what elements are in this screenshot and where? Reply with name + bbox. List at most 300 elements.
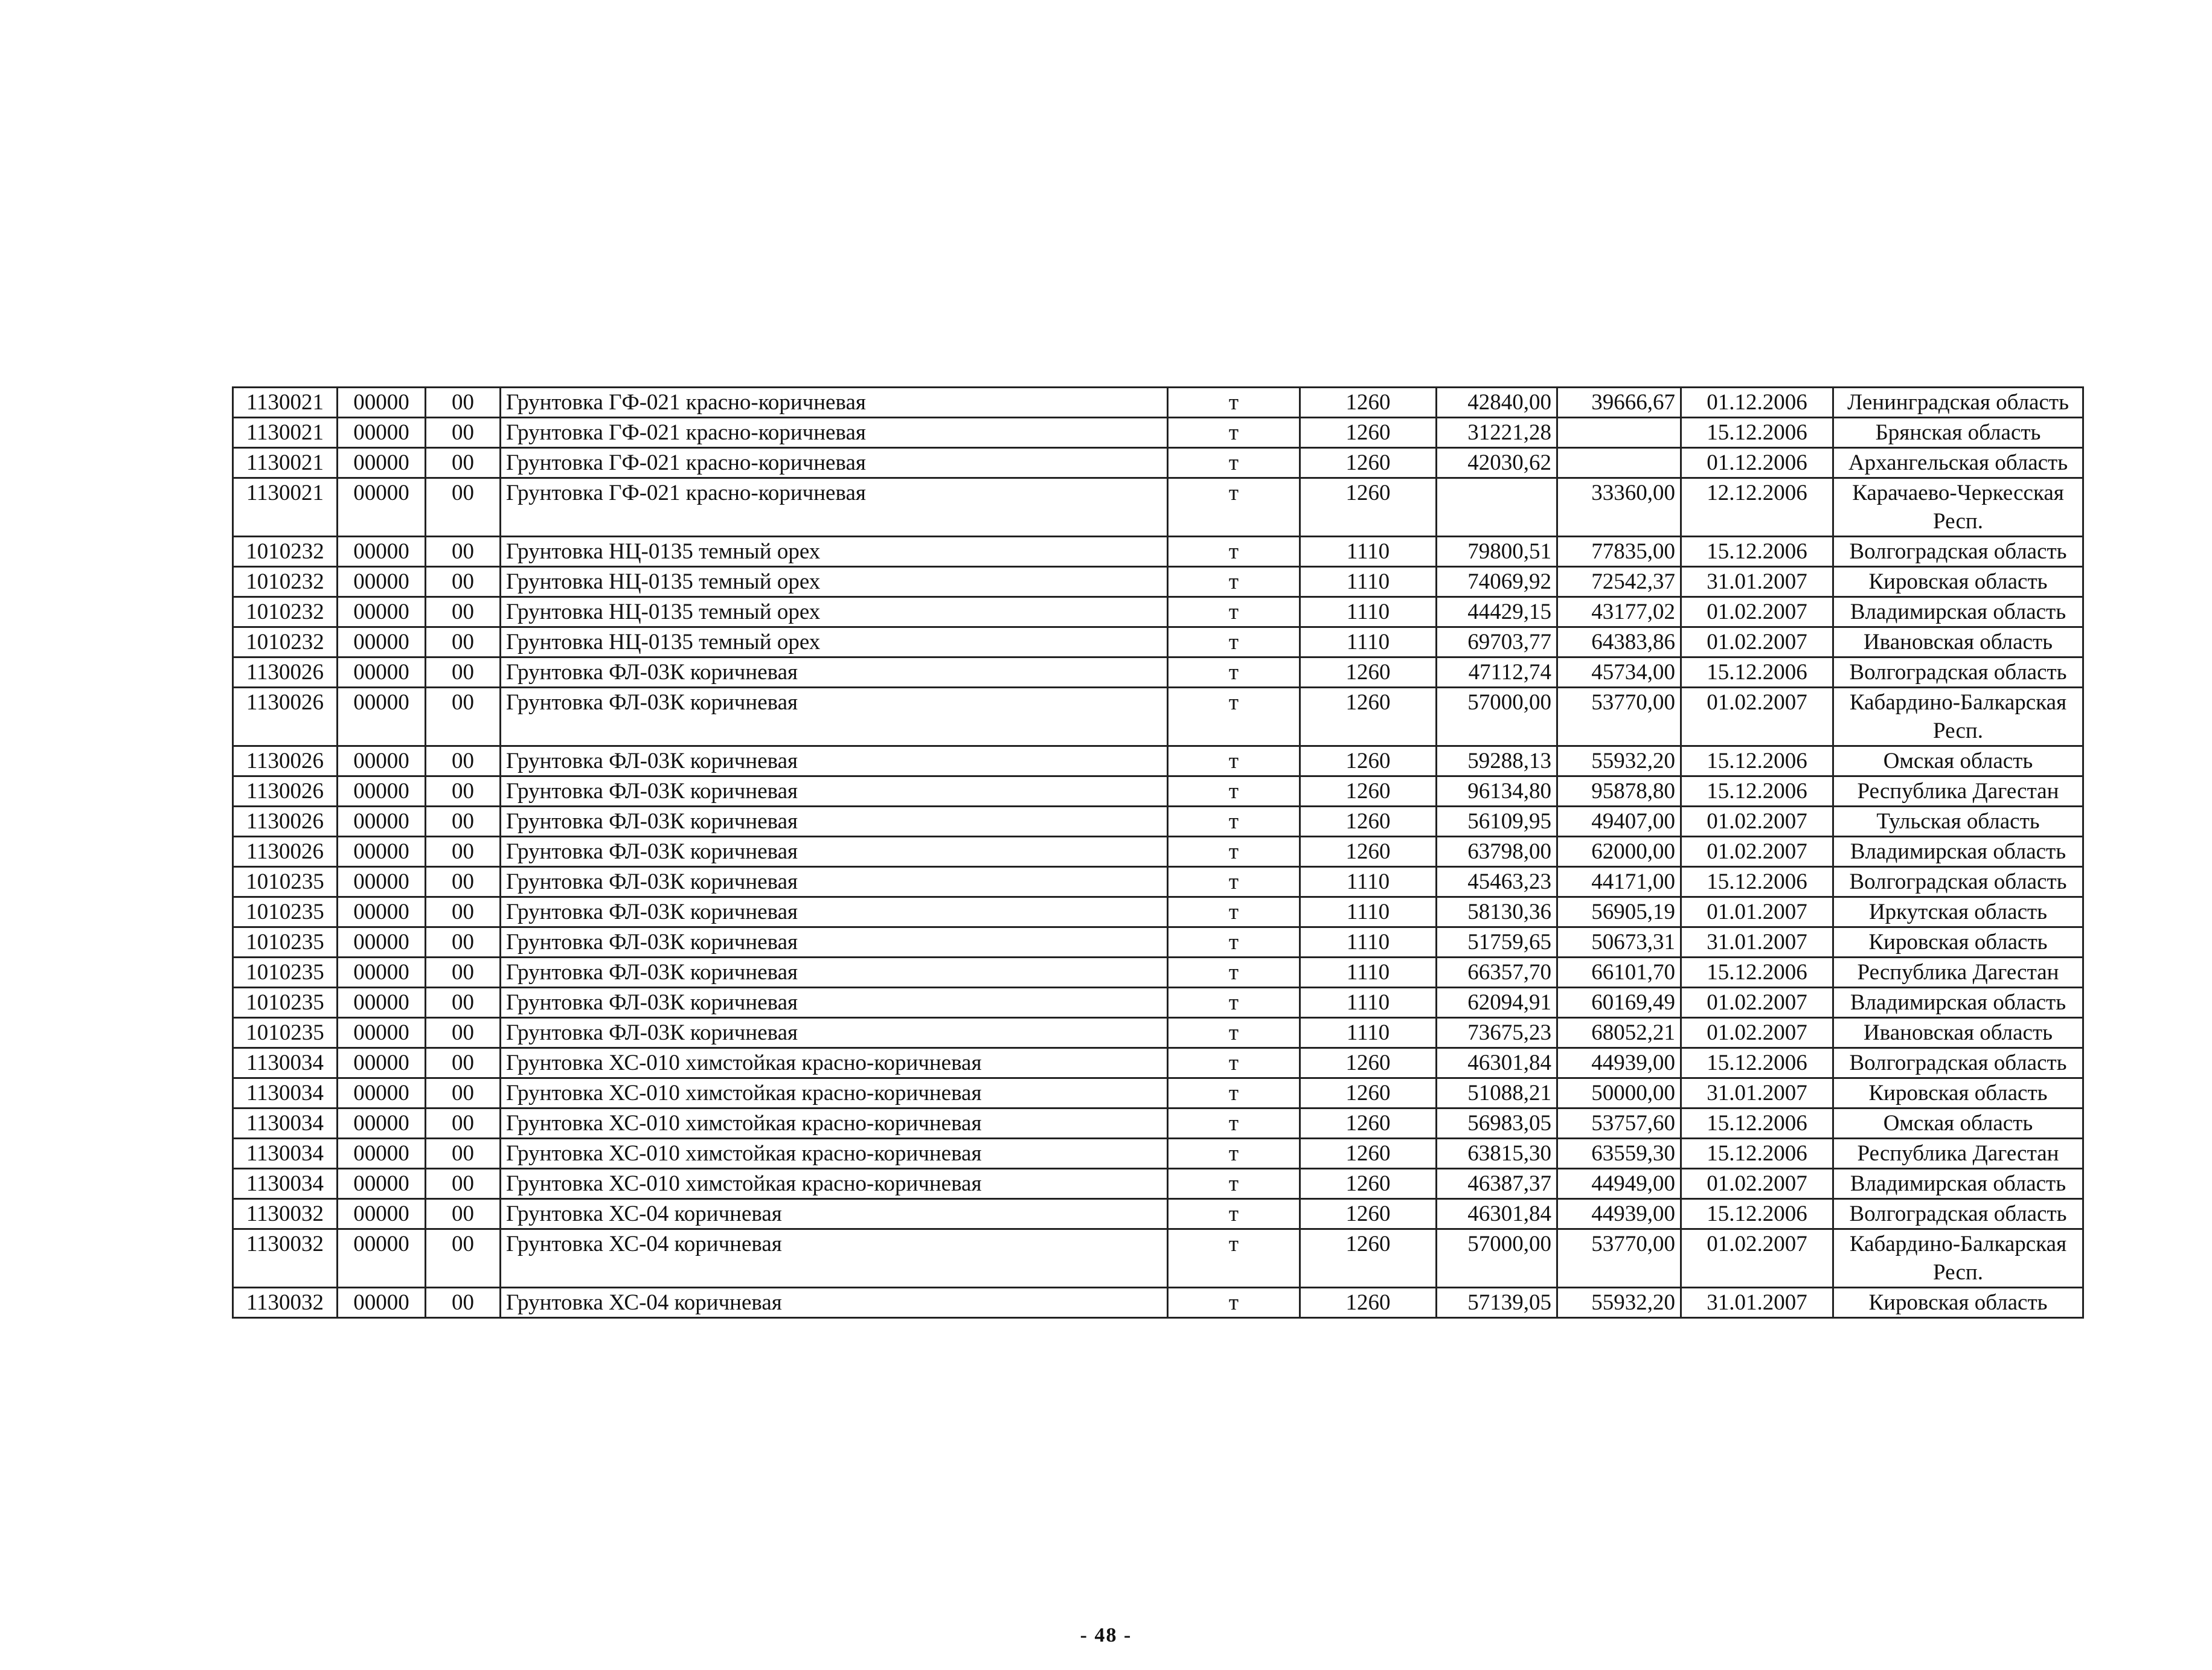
unit-code-cell: 1110 — [1300, 567, 1437, 597]
unit-code-cell: 1110 — [1300, 627, 1437, 657]
sub-code-cell: 00000 — [338, 1169, 426, 1199]
group-code-cell: 00 — [426, 1048, 501, 1078]
group-code-cell: 00 — [426, 927, 501, 958]
table-row — [233, 1048, 2083, 1078]
unit-cell: т — [1168, 657, 1300, 688]
unit-code-cell: 1260 — [1300, 448, 1437, 478]
date-cell: 31.01.2007 — [1681, 927, 1833, 958]
product-name-cell: Грунтовка ФЛ-03К коричневая — [501, 1018, 1168, 1048]
product-name-cell: Грунтовка ХС-04 коричневая — [501, 1229, 1168, 1288]
sub-code-cell: 00000 — [338, 688, 426, 746]
product-name-cell: Грунтовка ХС-010 химстойкая красно-коричневая — [501, 1109, 1168, 1139]
price-2-cell: 53770,00 — [1557, 1229, 1681, 1288]
table-row — [233, 1078, 2083, 1109]
date-cell: 15.12.2006 — [1681, 1109, 1833, 1139]
date-cell: 15.12.2006 — [1681, 958, 1833, 988]
price-1-cell: 45463,23 — [1437, 867, 1557, 897]
group-code-cell: 00 — [426, 776, 501, 807]
price-2-cell: 95878,80 — [1557, 776, 1681, 807]
date-cell: 01.02.2007 — [1681, 1229, 1833, 1288]
table-row — [233, 867, 2083, 897]
unit-cell: т — [1168, 1169, 1300, 1199]
sub-code-cell: 00000 — [338, 776, 426, 807]
product-code-cell: 1010235 — [233, 867, 338, 897]
price-2-cell: 39666,67 — [1557, 388, 1681, 418]
product-code-cell: 1130026 — [233, 657, 338, 688]
unit-cell: т — [1168, 448, 1300, 478]
price-1-cell: 51759,65 — [1437, 927, 1557, 958]
price-1-cell: 63798,00 — [1437, 837, 1557, 867]
date-cell: 15.12.2006 — [1681, 1139, 1833, 1169]
unit-code-cell: 1260 — [1300, 1169, 1437, 1199]
date-cell: 15.12.2006 — [1681, 1199, 1833, 1229]
unit-cell: т — [1168, 597, 1300, 627]
product-code-cell: 1130032 — [233, 1199, 338, 1229]
product-name-cell: Грунтовка ФЛ-03К коричневая — [501, 776, 1168, 807]
date-cell: 01.12.2006 — [1681, 388, 1833, 418]
table-row — [233, 688, 2083, 746]
price-1-cell: 63815,30 — [1437, 1139, 1557, 1169]
product-code-cell: 1010235 — [233, 927, 338, 958]
group-code-cell: 00 — [426, 1109, 501, 1139]
group-code-cell: 00 — [426, 597, 501, 627]
unit-code-cell: 1110 — [1300, 1018, 1437, 1048]
region-cell: Ленинградская область — [1833, 388, 2083, 418]
date-cell: 01.02.2007 — [1681, 837, 1833, 867]
price-2-cell: 62000,00 — [1557, 837, 1681, 867]
unit-cell: т — [1168, 1078, 1300, 1109]
price-2-cell: 49407,00 — [1557, 807, 1681, 837]
price-2-cell: 72542,37 — [1557, 567, 1681, 597]
date-cell: 15.12.2006 — [1681, 867, 1833, 897]
sub-code-cell: 00000 — [338, 746, 426, 776]
unit-cell: т — [1168, 1199, 1300, 1229]
unit-code-cell: 1260 — [1300, 657, 1437, 688]
product-code-cell: 1130026 — [233, 746, 338, 776]
group-code-cell: 00 — [426, 1169, 501, 1199]
price-2-cell: 56905,19 — [1557, 897, 1681, 927]
price-2-cell — [1557, 448, 1681, 478]
unit-code-cell: 1110 — [1300, 597, 1437, 627]
table-row — [233, 597, 2083, 627]
unit-cell: т — [1168, 388, 1300, 418]
group-code-cell: 00 — [426, 988, 501, 1018]
product-name-cell: Грунтовка ХС-010 химстойкая красно-коричневая — [501, 1169, 1168, 1199]
region-cell: Иркутская область — [1833, 897, 2083, 927]
product-name-cell: Грунтовка ГФ-021 красно-коричневая — [501, 448, 1168, 478]
price-2-cell: 68052,21 — [1557, 1018, 1681, 1048]
unit-cell: т — [1168, 418, 1300, 448]
unit-code-cell: 1260 — [1300, 1229, 1437, 1288]
product-name-cell: Грунтовка ФЛ-03К коричневая — [501, 688, 1168, 746]
sub-code-cell: 00000 — [338, 418, 426, 448]
group-code-cell: 00 — [426, 657, 501, 688]
price-2-cell: 64383,86 — [1557, 627, 1681, 657]
sub-code-cell: 00000 — [338, 1078, 426, 1109]
group-code-cell: 00 — [426, 388, 501, 418]
unit-cell: т — [1168, 867, 1300, 897]
unit-code-cell: 1110 — [1300, 897, 1437, 927]
product-name-cell: Грунтовка ФЛ-03К коричневая — [501, 897, 1168, 927]
unit-code-cell: 1260 — [1300, 1288, 1437, 1318]
unit-cell: т — [1168, 1229, 1300, 1288]
product-name-cell: Грунтовка ФЛ-03К коричневая — [501, 988, 1168, 1018]
product-code-cell: 1010232 — [233, 627, 338, 657]
date-cell: 01.02.2007 — [1681, 807, 1833, 837]
unit-code-cell: 1260 — [1300, 807, 1437, 837]
date-cell: 15.12.2006 — [1681, 657, 1833, 688]
sub-code-cell: 00000 — [338, 927, 426, 958]
unit-code-cell: 1260 — [1300, 388, 1437, 418]
price-1-cell: 96134,80 — [1437, 776, 1557, 807]
price-2-cell: 66101,70 — [1557, 958, 1681, 988]
unit-code-cell: 1110 — [1300, 537, 1437, 567]
product-name-cell: Грунтовка ФЛ-03К коричневая — [501, 807, 1168, 837]
group-code-cell: 00 — [426, 746, 501, 776]
product-code-cell: 1130026 — [233, 807, 338, 837]
group-code-cell: 00 — [426, 807, 501, 837]
table-row — [233, 1288, 2083, 1318]
table-row — [233, 1018, 2083, 1048]
price-table — [232, 386, 2084, 1319]
price-2-cell: 50673,31 — [1557, 927, 1681, 958]
date-cell: 15.12.2006 — [1681, 418, 1833, 448]
sub-code-cell: 00000 — [338, 1048, 426, 1078]
product-code-cell: 1130021 — [233, 448, 338, 478]
sub-code-cell: 00000 — [338, 567, 426, 597]
date-cell: 15.12.2006 — [1681, 746, 1833, 776]
sub-code-cell: 00000 — [338, 837, 426, 867]
date-cell: 31.01.2007 — [1681, 567, 1833, 597]
product-name-cell: Грунтовка ХС-010 химстойкая красно-коричневая — [501, 1048, 1168, 1078]
region-cell: Владимирская область — [1833, 1169, 2083, 1199]
unit-cell: т — [1168, 1018, 1300, 1048]
table-row — [233, 567, 2083, 597]
price-1-cell: 44429,15 — [1437, 597, 1557, 627]
region-cell: Брянская область — [1833, 418, 2083, 448]
sub-code-cell: 00000 — [338, 1018, 426, 1048]
region-cell: Омская область — [1833, 746, 2083, 776]
price-1-cell: 58130,36 — [1437, 897, 1557, 927]
unit-code-cell: 1260 — [1300, 418, 1437, 448]
group-code-cell: 00 — [426, 837, 501, 867]
sub-code-cell: 00000 — [338, 1109, 426, 1139]
table-row — [233, 537, 2083, 567]
product-code-cell: 1010232 — [233, 597, 338, 627]
date-cell: 01.01.2007 — [1681, 897, 1833, 927]
date-cell: 01.12.2006 — [1681, 448, 1833, 478]
price-2-cell: 77835,00 — [1557, 537, 1681, 567]
table-row — [233, 988, 2083, 1018]
product-code-cell: 1130026 — [233, 776, 338, 807]
table-row — [233, 1139, 2083, 1169]
table-row — [233, 1199, 2083, 1229]
group-code-cell: 00 — [426, 1229, 501, 1288]
region-cell: Владимирская область — [1833, 597, 2083, 627]
region-cell: Кировская область — [1833, 1078, 2083, 1109]
price-1-cell: 56983,05 — [1437, 1109, 1557, 1139]
table-row — [233, 1169, 2083, 1199]
price-2-cell: 44939,00 — [1557, 1048, 1681, 1078]
product-name-cell: Грунтовка ХС-04 коричневая — [501, 1199, 1168, 1229]
group-code-cell: 00 — [426, 537, 501, 567]
group-code-cell: 00 — [426, 1139, 501, 1169]
price-1-cell: 74069,92 — [1437, 567, 1557, 597]
sub-code-cell: 00000 — [338, 897, 426, 927]
unit-cell: т — [1168, 776, 1300, 807]
date-cell: 31.01.2007 — [1681, 1288, 1833, 1318]
region-cell: Кабардино-Балкарская Респ. — [1833, 688, 2083, 746]
date-cell: 01.02.2007 — [1681, 1018, 1833, 1048]
price-2-cell: 44939,00 — [1557, 1199, 1681, 1229]
date-cell: 01.02.2007 — [1681, 988, 1833, 1018]
price-2-cell: 44171,00 — [1557, 867, 1681, 897]
unit-code-cell: 1260 — [1300, 776, 1437, 807]
price-1-cell: 51088,21 — [1437, 1078, 1557, 1109]
unit-cell: т — [1168, 567, 1300, 597]
sub-code-cell: 00000 — [338, 388, 426, 418]
price-1-cell: 47112,74 — [1437, 657, 1557, 688]
product-code-cell: 1130032 — [233, 1288, 338, 1318]
region-cell: Ивановская область — [1833, 627, 2083, 657]
table-row — [233, 927, 2083, 958]
unit-code-cell: 1110 — [1300, 867, 1437, 897]
region-cell: Волгоградская область — [1833, 867, 2083, 897]
sub-code-cell: 00000 — [338, 597, 426, 627]
product-name-cell: Грунтовка ХС-010 химстойкая красно-коричневая — [501, 1139, 1168, 1169]
region-cell: Кировская область — [1833, 927, 2083, 958]
product-code-cell: 1130026 — [233, 688, 338, 746]
date-cell: 31.01.2007 — [1681, 1078, 1833, 1109]
price-1-cell — [1437, 478, 1557, 537]
price-1-cell: 57000,00 — [1437, 688, 1557, 746]
sub-code-cell: 00000 — [338, 657, 426, 688]
price-1-cell: 56109,95 — [1437, 807, 1557, 837]
table-body — [233, 388, 2083, 1318]
product-name-cell: Грунтовка ФЛ-03К коричневая — [501, 837, 1168, 867]
price-2-cell: 43177,02 — [1557, 597, 1681, 627]
unit-code-cell: 1260 — [1300, 1078, 1437, 1109]
price-1-cell: 42840,00 — [1437, 388, 1557, 418]
unit-code-cell: 1260 — [1300, 746, 1437, 776]
unit-cell: т — [1168, 478, 1300, 537]
price-2-cell: 63559,30 — [1557, 1139, 1681, 1169]
product-name-cell: Грунтовка НЦ-0135 темный орех — [501, 567, 1168, 597]
table-row — [233, 627, 2083, 657]
region-cell: Волгоградская область — [1833, 537, 2083, 567]
date-cell: 15.12.2006 — [1681, 1048, 1833, 1078]
price-2-cell: 45734,00 — [1557, 657, 1681, 688]
product-code-cell: 1130034 — [233, 1139, 338, 1169]
product-code-cell: 1130021 — [233, 418, 338, 448]
product-name-cell: Грунтовка ХС-010 химстойкая красно-коричневая — [501, 1078, 1168, 1109]
price-1-cell: 31221,28 — [1437, 418, 1557, 448]
price-2-cell: 50000,00 — [1557, 1078, 1681, 1109]
table-row — [233, 1229, 2083, 1288]
unit-cell: т — [1168, 927, 1300, 958]
region-cell: Республика Дагестан — [1833, 1139, 2083, 1169]
date-cell: 01.02.2007 — [1681, 688, 1833, 746]
sub-code-cell: 00000 — [338, 478, 426, 537]
table-row — [233, 776, 2083, 807]
unit-code-cell: 1260 — [1300, 837, 1437, 867]
region-cell: Владимирская область — [1833, 988, 2083, 1018]
unit-code-cell: 1260 — [1300, 1139, 1437, 1169]
table-row — [233, 958, 2083, 988]
sub-code-cell: 00000 — [338, 1199, 426, 1229]
sub-code-cell: 00000 — [338, 988, 426, 1018]
region-cell: Ивановская область — [1833, 1018, 2083, 1048]
sub-code-cell: 00000 — [338, 627, 426, 657]
price-2-cell: 44949,00 — [1557, 1169, 1681, 1199]
unit-code-cell: 1260 — [1300, 688, 1437, 746]
price-2-cell: 33360,00 — [1557, 478, 1681, 537]
product-code-cell: 1010235 — [233, 988, 338, 1018]
unit-code-cell: 1110 — [1300, 958, 1437, 988]
price-2-cell — [1557, 418, 1681, 448]
product-name-cell: Грунтовка ГФ-021 красно-коричневая — [501, 388, 1168, 418]
unit-cell: т — [1168, 1288, 1300, 1318]
product-code-cell: 1010232 — [233, 567, 338, 597]
group-code-cell: 00 — [426, 897, 501, 927]
product-name-cell: Грунтовка ФЛ-03К коричневая — [501, 867, 1168, 897]
unit-code-cell: 1260 — [1300, 1109, 1437, 1139]
product-code-cell: 1130034 — [233, 1078, 338, 1109]
region-cell: Кабардино-Балкарская Респ. — [1833, 1229, 2083, 1288]
date-cell: 12.12.2006 — [1681, 478, 1833, 537]
table-row — [233, 1109, 2083, 1139]
unit-cell: т — [1168, 1139, 1300, 1169]
unit-code-cell: 1260 — [1300, 1199, 1437, 1229]
unit-cell: т — [1168, 1109, 1300, 1139]
price-1-cell: 46301,84 — [1437, 1048, 1557, 1078]
unit-code-cell: 1260 — [1300, 478, 1437, 537]
region-cell: Тульская область — [1833, 807, 2083, 837]
product-name-cell: Грунтовка ГФ-021 красно-коричневая — [501, 478, 1168, 537]
price-1-cell: 57139,05 — [1437, 1288, 1557, 1318]
sub-code-cell: 00000 — [338, 807, 426, 837]
product-code-cell: 1130026 — [233, 837, 338, 867]
product-code-cell: 1010235 — [233, 897, 338, 927]
sub-code-cell: 00000 — [338, 1139, 426, 1169]
region-cell: Волгоградская область — [1833, 1199, 2083, 1229]
sub-code-cell: 00000 — [338, 1229, 426, 1288]
group-code-cell: 00 — [426, 448, 501, 478]
page-number: - 48 - — [1080, 1624, 1132, 1646]
group-code-cell: 00 — [426, 478, 501, 537]
region-cell: Омская область — [1833, 1109, 2083, 1139]
unit-cell: т — [1168, 807, 1300, 837]
unit-cell: т — [1168, 627, 1300, 657]
price-1-cell: 73675,23 — [1437, 1018, 1557, 1048]
table-row — [233, 418, 2083, 448]
unit-code-cell: 1110 — [1300, 988, 1437, 1018]
date-cell: 15.12.2006 — [1681, 537, 1833, 567]
region-cell: Архангельская область — [1833, 448, 2083, 478]
group-code-cell: 00 — [426, 567, 501, 597]
region-cell: Карачаево-Черкесская Респ. — [1833, 478, 2083, 537]
product-name-cell: Грунтовка ФЛ-03К коричневая — [501, 746, 1168, 776]
price-1-cell: 57000,00 — [1437, 1229, 1557, 1288]
date-cell: 01.02.2007 — [1681, 1169, 1833, 1199]
table-row — [233, 448, 2083, 478]
unit-cell: т — [1168, 958, 1300, 988]
price-1-cell: 46301,84 — [1437, 1199, 1557, 1229]
product-name-cell: Грунтовка НЦ-0135 темный орех — [501, 597, 1168, 627]
group-code-cell: 00 — [426, 418, 501, 448]
unit-cell: т — [1168, 537, 1300, 567]
price-1-cell: 59288,13 — [1437, 746, 1557, 776]
product-name-cell: Грунтовка НЦ-0135 темный орех — [501, 537, 1168, 567]
product-name-cell: Грунтовка ФЛ-03К коричневая — [501, 927, 1168, 958]
table-row — [233, 746, 2083, 776]
product-name-cell: Грунтовка НЦ-0135 темный орех — [501, 627, 1168, 657]
unit-cell: т — [1168, 988, 1300, 1018]
price-2-cell: 60169,49 — [1557, 988, 1681, 1018]
price-1-cell: 79800,51 — [1437, 537, 1557, 567]
table-row — [233, 388, 2083, 418]
table-row — [233, 807, 2083, 837]
group-code-cell: 00 — [426, 688, 501, 746]
table-row — [233, 657, 2083, 688]
price-2-cell: 53770,00 — [1557, 688, 1681, 746]
product-code-cell: 1130021 — [233, 388, 338, 418]
sub-code-cell: 00000 — [338, 958, 426, 988]
group-code-cell: 00 — [426, 958, 501, 988]
sub-code-cell: 00000 — [338, 448, 426, 478]
product-code-cell: 1130034 — [233, 1048, 338, 1078]
price-2-cell: 55932,20 — [1557, 746, 1681, 776]
region-cell: Республика Дагестан — [1833, 958, 2083, 988]
group-code-cell: 00 — [426, 627, 501, 657]
price-2-cell: 53757,60 — [1557, 1109, 1681, 1139]
sub-code-cell: 00000 — [338, 867, 426, 897]
group-code-cell: 00 — [426, 1288, 501, 1318]
date-cell: 01.02.2007 — [1681, 627, 1833, 657]
unit-cell: т — [1168, 688, 1300, 746]
region-cell: Кировская область — [1833, 1288, 2083, 1318]
region-cell: Республика Дагестан — [1833, 776, 2083, 807]
unit-cell: т — [1168, 746, 1300, 776]
unit-code-cell: 1260 — [1300, 1048, 1437, 1078]
date-cell: 15.12.2006 — [1681, 776, 1833, 807]
table-row — [233, 837, 2083, 867]
unit-cell: т — [1168, 897, 1300, 927]
product-code-cell: 1010235 — [233, 958, 338, 988]
product-code-cell: 1130032 — [233, 1229, 338, 1288]
region-cell: Волгоградская область — [1833, 657, 2083, 688]
group-code-cell: 00 — [426, 1199, 501, 1229]
price-1-cell: 66357,70 — [1437, 958, 1557, 988]
product-name-cell: Грунтовка ГФ-021 красно-коричневая — [501, 418, 1168, 448]
table-row — [233, 897, 2083, 927]
date-cell: 01.02.2007 — [1681, 597, 1833, 627]
unit-cell: т — [1168, 1048, 1300, 1078]
product-code-cell: 1130021 — [233, 478, 338, 537]
price-1-cell: 62094,91 — [1437, 988, 1557, 1018]
region-cell: Кировская область — [1833, 567, 2083, 597]
product-name-cell: Грунтовка ФЛ-03К коричневая — [501, 958, 1168, 988]
group-code-cell: 00 — [426, 867, 501, 897]
sub-code-cell: 00000 — [338, 537, 426, 567]
product-code-cell: 1010232 — [233, 537, 338, 567]
group-code-cell: 00 — [426, 1018, 501, 1048]
product-code-cell: 1130034 — [233, 1169, 338, 1199]
product-code-cell: 1130034 — [233, 1109, 338, 1139]
group-code-cell: 00 — [426, 1078, 501, 1109]
unit-code-cell: 1110 — [1300, 927, 1437, 958]
price-1-cell: 69703,77 — [1437, 627, 1557, 657]
